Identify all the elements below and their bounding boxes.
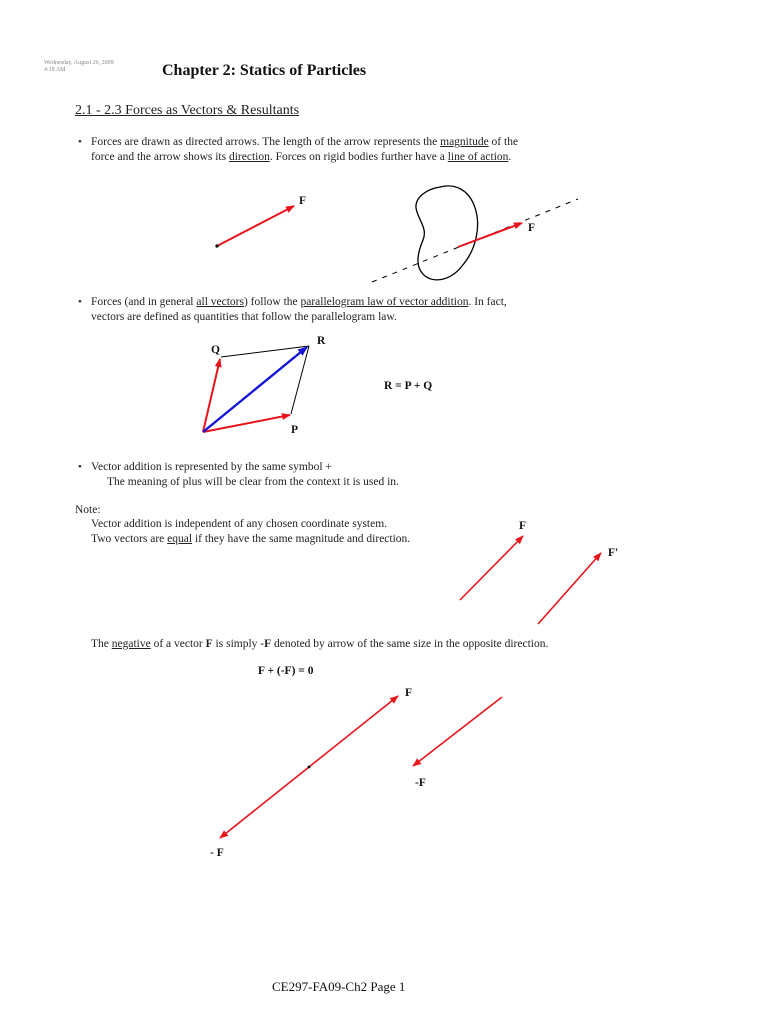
negative-text: The negative of a vector F is simply -F denoted by arrow of the same size in the opposite direction. — [91, 638, 549, 650]
negative-origin-dot — [308, 766, 311, 769]
vector-neg-F-big-arrow — [220, 767, 309, 838]
label-neg-F-big: - F — [210, 847, 224, 859]
vector-P-arrow — [203, 415, 290, 432]
force-arrow-body — [458, 223, 522, 247]
label-R: R — [317, 335, 326, 347]
note-text: Vector addition is independent of any chosen coordinate system. Two vectors are equal if they have the same magnitude and direction. — [91, 518, 411, 545]
negative-equation: F + (-F) = 0 — [258, 665, 314, 677]
page-title: Chapter 2: Statics of Particles — [162, 62, 367, 79]
vector-F-arrow — [460, 536, 523, 600]
bullet-2-text: Forces (and in general all vectors) follow the parallelogram law of vector addition. In fact, vectors are defined as quantities that follow the parallelogram law. — [91, 296, 507, 323]
vector-F-prime-arrow — [538, 553, 601, 624]
resultant-equation: R = P + Q — [384, 380, 433, 392]
label-F-big: F — [405, 687, 413, 699]
section-heading: 2.1 - 2.3 Forces as Vectors & Resultants — [75, 103, 300, 118]
note-heading: Note: — [75, 504, 101, 516]
bullet-dot: • — [78, 461, 82, 473]
label-F-body: F — [528, 222, 536, 234]
label-Q: Q — [211, 344, 220, 356]
rigid-body-shape — [416, 186, 478, 280]
bullet-1-text: Forces are drawn as directed arrows. The length of the arrow represents the magnitude of the force and the arrow shows its direction. Forces on rigid bodies further have a line of action. — [91, 136, 519, 163]
bullet-dot: • — [78, 136, 82, 148]
parallelogram-edge-right — [291, 346, 309, 414]
timestamp-date: Wednesday, August 26, 2009 — [44, 60, 114, 66]
page-footer: CE297-FA09-Ch2 Page 1 — [272, 979, 406, 994]
label-P: P — [291, 424, 299, 436]
label-F-top: F — [299, 195, 307, 207]
force-tail-dot — [215, 244, 218, 247]
label-neg-F-small: -F — [415, 777, 426, 789]
timestamp-time: 4:18 AM — [44, 67, 66, 73]
vector-neg-F-small-arrow — [413, 697, 502, 766]
label-F-prime: F' — [608, 547, 619, 559]
force-arrow-F — [217, 206, 294, 246]
bullet-3-text: Vector addition is represented by the same symbol + The meaning of plus will be clear from the context it is used in. — [91, 461, 399, 488]
vector-R-arrow — [203, 347, 307, 432]
vector-F-big-arrow — [309, 696, 398, 767]
label-F-note: F — [519, 520, 527, 532]
bullet-dot: • — [78, 296, 82, 308]
